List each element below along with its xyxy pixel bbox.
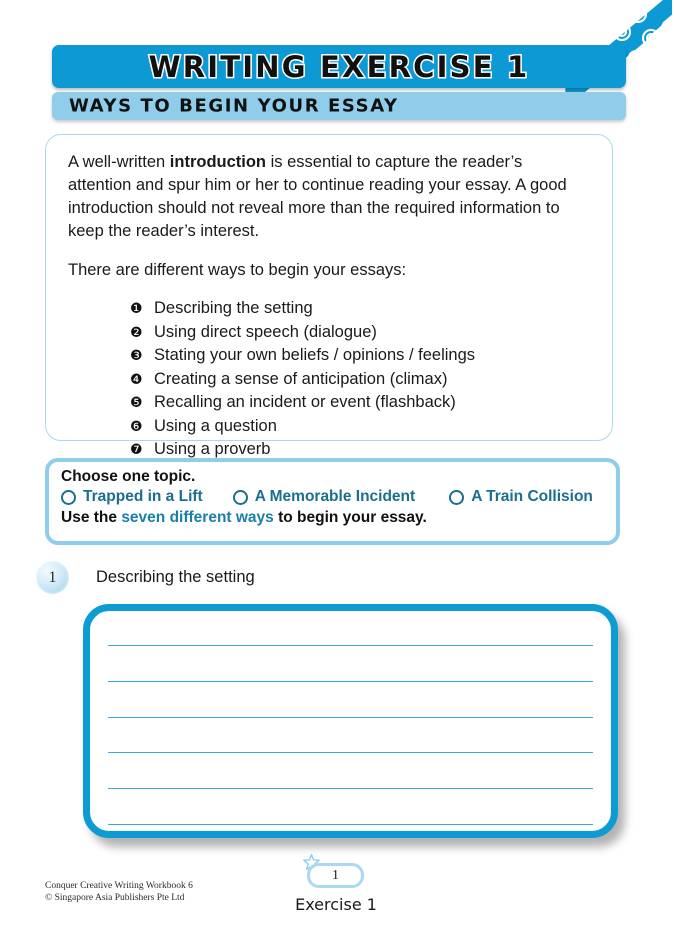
topic-instruction: Choose one topic. [61, 468, 196, 485]
list-item [130, 392, 590, 415]
closing-highlight: seven different ways [121, 509, 274, 526]
answer-writing-area[interactable] [83, 604, 618, 838]
closing-text-part2: to begin your essay. [273, 509, 427, 526]
topic-option-label: A Memorable Incident [254, 488, 416, 505]
radio-icon[interactable] [233, 490, 248, 505]
subtitle-text: WAYS TO BEGIN YOUR ESSAY [69, 95, 399, 117]
list-number-icon: ❻ [130, 418, 143, 435]
list-item-label: Stating your own beliefs / opinions / feelings [154, 346, 476, 364]
ruled-line [108, 681, 593, 682]
ruled-line [108, 717, 593, 718]
intro-text-part2: is essential to capture the reader’s attention and spur him or her to continue reading your essay. A good introduction should not reveal more than the required information to keep the reader’s interest. [68, 153, 567, 240]
list-number-icon: ❷ [130, 324, 143, 341]
list-item [130, 298, 590, 321]
list-item-label: Using direct speech (dialogue) [154, 322, 377, 341]
topic-selection-box [45, 458, 620, 545]
title-banner [52, 45, 626, 88]
page-title: WRITING EXERCISE 1 [148, 49, 530, 84]
intro-text-part1: A well-written [68, 153, 170, 171]
topic-closing-instruction [61, 509, 604, 527]
ruled-line [108, 752, 593, 753]
ruled-lines [108, 645, 593, 825]
ruled-line [108, 645, 593, 646]
list-item [130, 369, 590, 392]
credit-line-2: © Singapore Asia Publishers Pte Ltd [45, 893, 185, 903]
topic-option-trapped-in-a-lift[interactable] [61, 488, 203, 506]
closing-text-part1: Use the [61, 509, 122, 526]
exercise-label: Exercise 1 [295, 895, 377, 914]
list-number-icon: ❶ [130, 301, 143, 317]
ruled-line [108, 788, 593, 789]
list-item-label: Describing the setting [154, 299, 313, 317]
list-number-icon: ❼ [130, 442, 143, 458]
question-number: 1 [48, 568, 57, 586]
radio-icon[interactable] [449, 490, 464, 505]
topic-option-a-memorable-incident[interactable] [233, 488, 415, 506]
subtitle-bar [52, 92, 626, 120]
ways-lead-in: There are different ways to begin your essays: [68, 261, 407, 279]
list-item-label: Recalling an incident or event (flashback) [154, 393, 456, 411]
ways-list [68, 298, 590, 462]
list-item-label: Using a question [154, 416, 277, 435]
list-item [130, 322, 590, 345]
topic-option-label: A Train Collision [471, 488, 593, 505]
topic-option-label: Trapped in a Lift [83, 488, 203, 505]
intro-paragraph [68, 151, 590, 243]
info-panel [45, 134, 613, 458]
credit-line-1: Conquer Creative Writing Workbook 6 [45, 881, 193, 891]
topic-option-a-train-collision[interactable] [449, 488, 593, 506]
question-number-badge [36, 561, 69, 594]
list-item [130, 416, 590, 439]
list-item [130, 345, 590, 368]
list-number-icon: ❸ [130, 348, 143, 364]
publisher-credit [45, 880, 193, 904]
page-number-badge [307, 863, 364, 888]
list-number-icon: ❹ [130, 371, 143, 388]
list-item-label: Creating a sense of anticipation (climax) [154, 369, 448, 388]
list-item-label: Using a proverb [154, 440, 271, 458]
list-number-icon: ❺ [130, 395, 143, 411]
radio-icon[interactable] [61, 490, 76, 505]
topic-options [61, 488, 604, 506]
question-prompt: Describing the setting [96, 568, 255, 586]
page-number: 1 [332, 867, 339, 883]
intro-bold-term: introduction [169, 153, 267, 171]
ruled-line [108, 824, 593, 825]
